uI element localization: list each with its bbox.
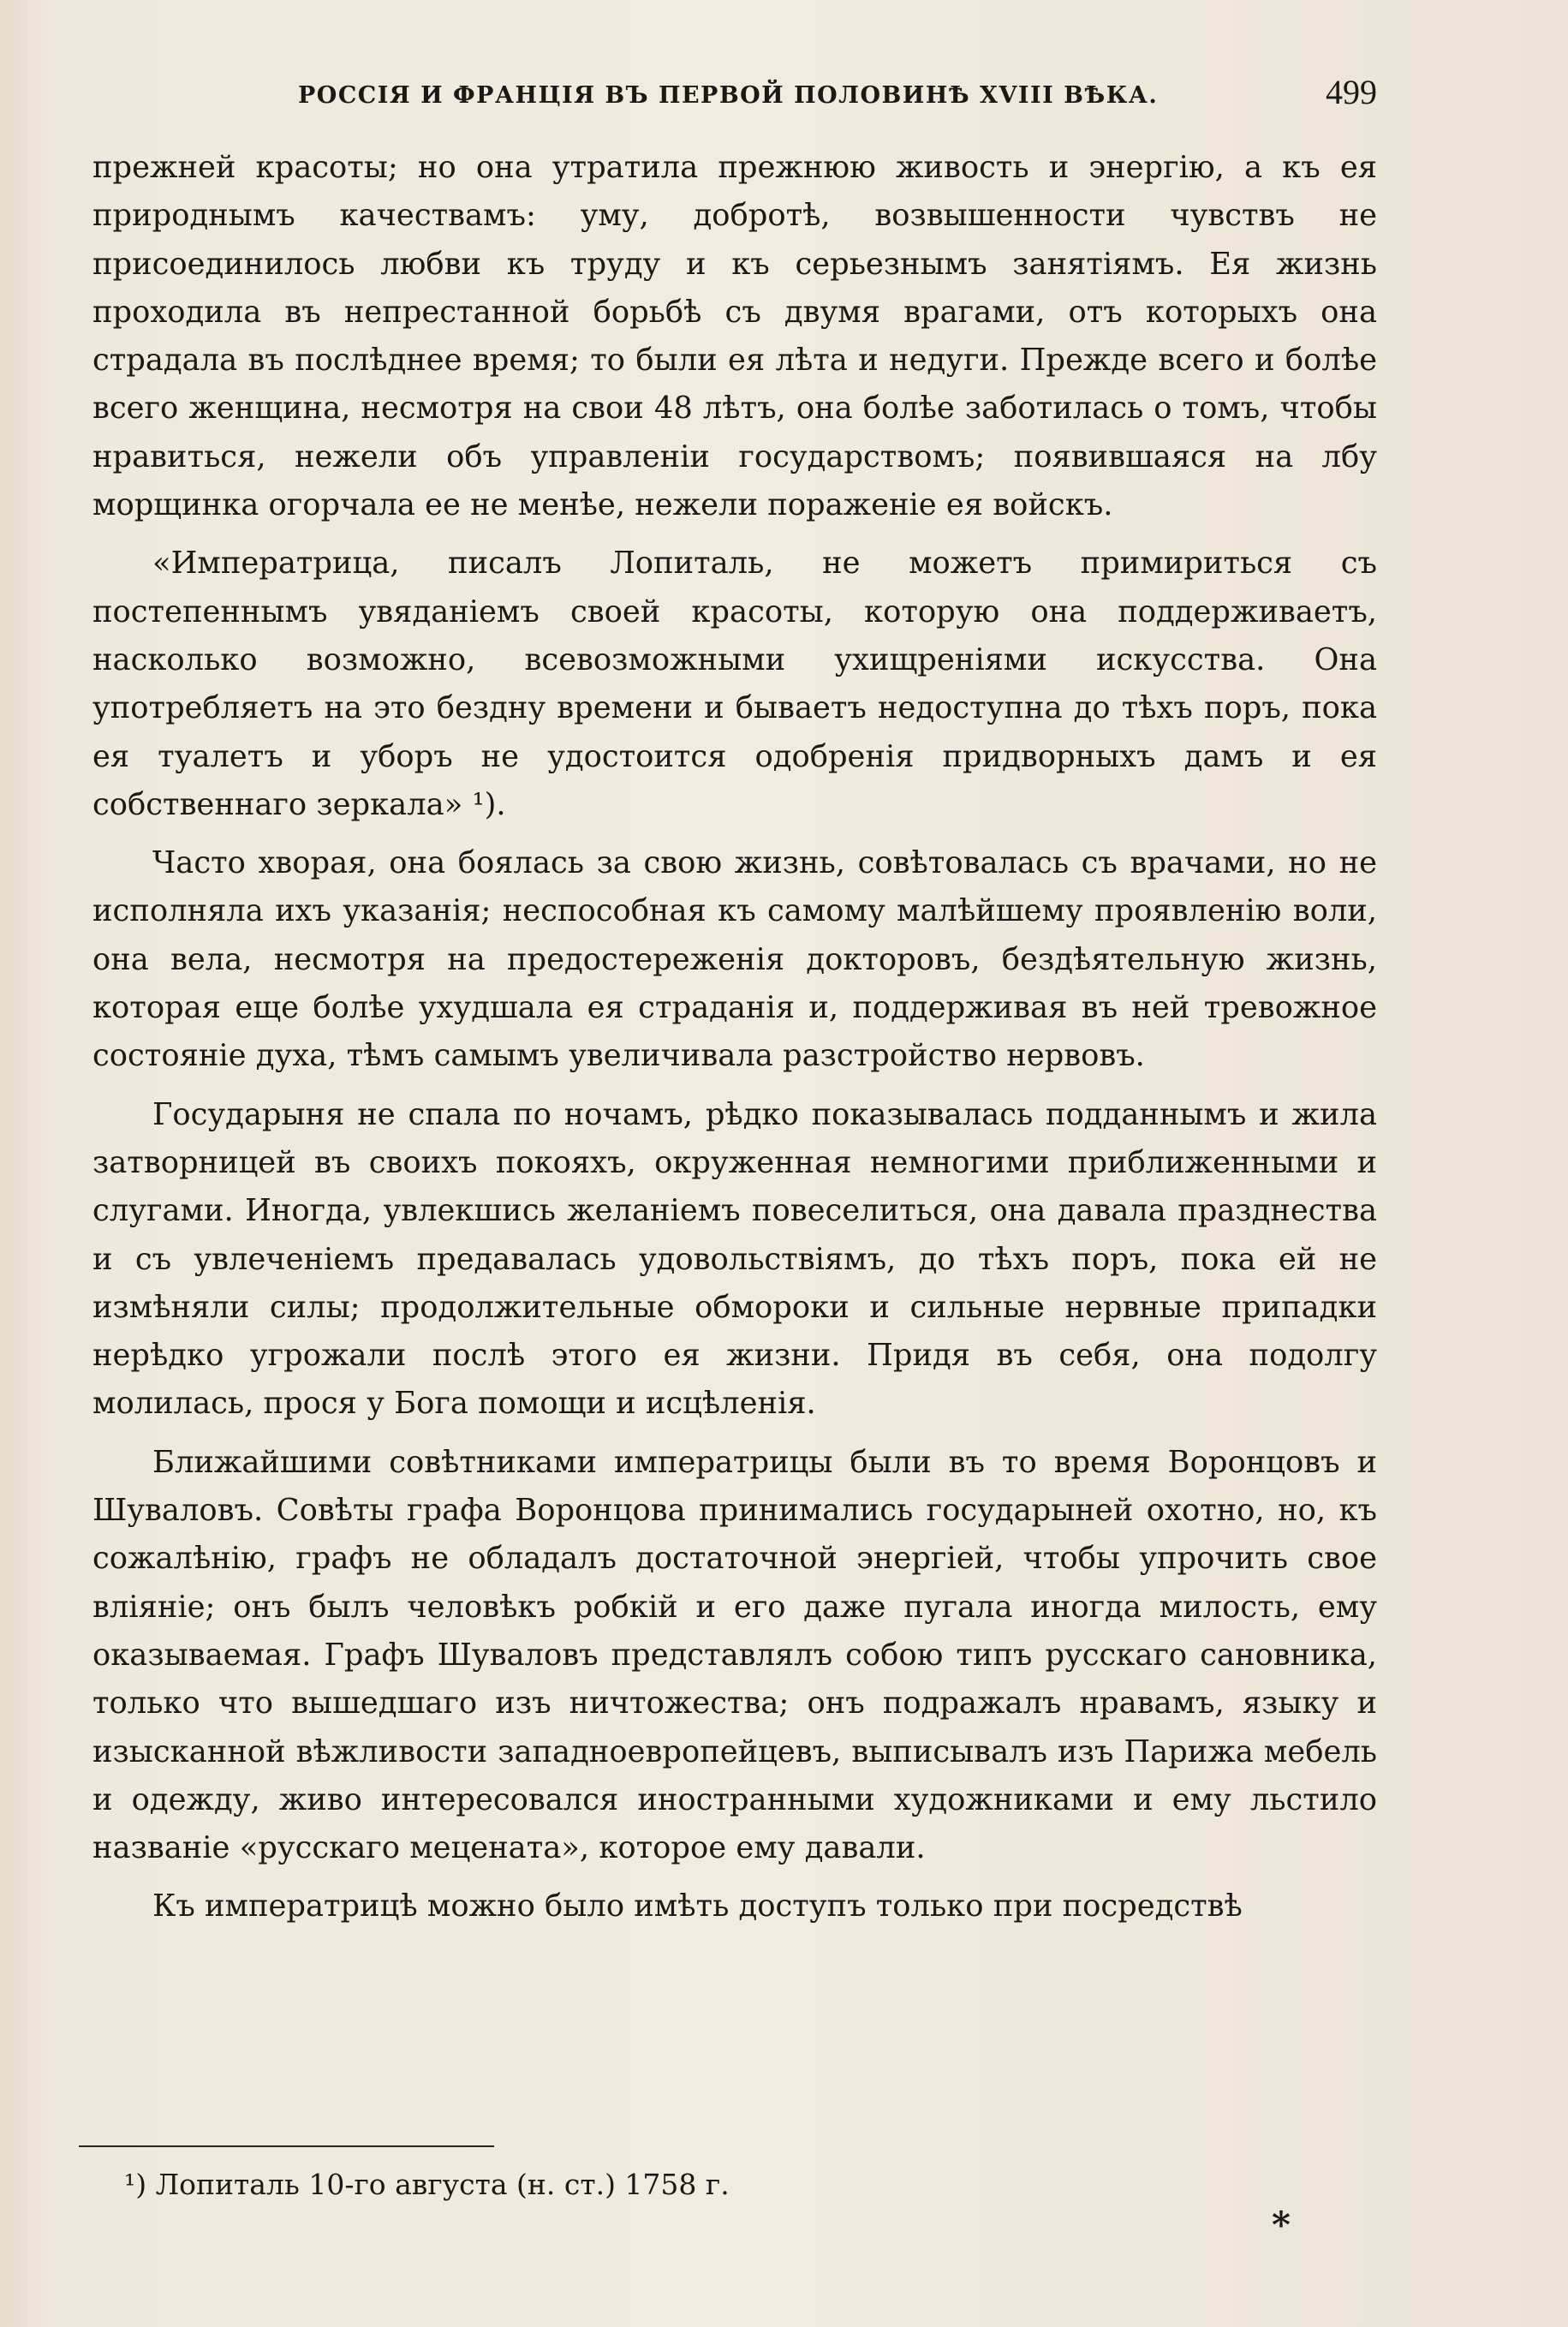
paragraph: Къ императрицѣ можно было имѣть доступъ только при посредствѣ <box>152 1888 1243 1924</box>
footnote-divider <box>79 2145 494 2147</box>
footnote: ¹) Лопиталь 10-го августа (н. ст.) 1758 г. <box>124 2168 730 2201</box>
paragraph: Ближайшими совѣтниками императрицы были въ то время Воронцовъ и Шуваловъ. Совѣты графа Воронцова принимались государыней охотно, но, къ сожалѣнію, графъ не обладалъ достаточной энергіей, чтобы упрочить свое вліяніе; онъ былъ человѣкъ робкій и его даже пугала иногда милость, ему оказываемая. Графъ Шуваловъ представлялъ собою типъ русскаго сановника, только что вышедшаго изъ ничтожества; онъ подражалъ нравамъ, языку и изысканной вѣжливости западноевропейцевъ, выписывалъ изъ Парижа мебель и одежду, живо интересовался иностранными художниками и ему льстило названіе «русскаго мецената», которое ему давали. <box>92 1444 1377 1866</box>
page-number: 499 <box>1326 73 1377 111</box>
paragraph: Государыня не спала по ночамъ, рѣдко показывалась подданнымъ и жила затворницей въ своихъ покояхъ, окруженная немногими приближенными и слугами. Иногда, увлекшись желаніемъ повеселиться, она давала празднества и съ увлеченіемъ предавалась удовольствіямъ, до тѣхъ поръ, пока ей не измѣняли силы; продолжительные обмороки и сильные нервные припадки нерѣдко угрожали послѣ этого ея жизни. Придя въ себя, она подолгу молилась, прося у Бога помощи и исцѣленія. <box>92 1096 1377 1422</box>
page-header <box>92 70 1377 130</box>
paragraph: Часто хворая, она боялась за свою жизнь, совѣтовалась съ врачами, но не исполняла ихъ указанія; неспособная къ самому малѣйшему проявленію воли, она вела, несмотря на предостереженія докторовъ, бездѣятельную жизнь, которая еще болѣе ухудшала ея страданія и, поддерживая въ ней тревожное состояніе духа, тѣмъ самымъ увеличивала разстройство нервовъ. <box>92 845 1377 1074</box>
body-text <box>92 144 1377 1931</box>
signature-mark: * <box>1272 2204 1291 2246</box>
paragraph: «Императрица, писалъ Лопиталь, не можетъ примириться съ постепеннымъ увяданіемъ своей красоты, которую она поддерживаетъ, насколько возможно, всевозможными ухищреніями искусства. Она употребляетъ на это бездну времени и бываетъ недоступна до тѣхъ поръ, пока ея туалетъ и уборъ не удостоится одобренія придворныхъ дамъ и ея собственнаго зеркала» ¹). <box>92 546 1377 822</box>
running-title: РОССІЯ И ФРАНЦІЯ ВЪ ПЕРВОЙ ПОЛОВИНѢ XVIII ВѢКА. <box>298 82 1159 109</box>
paragraph: прежней красоты; но она утратила прежнюю живость и энергію, а къ ея природнымъ качествамъ: уму, добротѣ, возвышенности чувствъ не присоединилось любви къ труду и къ серьезнымъ занятіямъ. Ея жизнь проходила въ непрестанной борьбѣ съ двумя врагами, отъ которыхъ она страдала въ послѣднее время; то были ея лѣта и недуги. Прежде всего и болѣе всего женщина, несмотря на свои 48 лѣтъ, она болѣе заботилась о томъ, чтобы нравиться, нежели объ управленіи государствомъ; появившаяся на лбу морщинка огорчала ее не менѣе, нежели пораженіе ея войскъ. <box>92 150 1377 523</box>
